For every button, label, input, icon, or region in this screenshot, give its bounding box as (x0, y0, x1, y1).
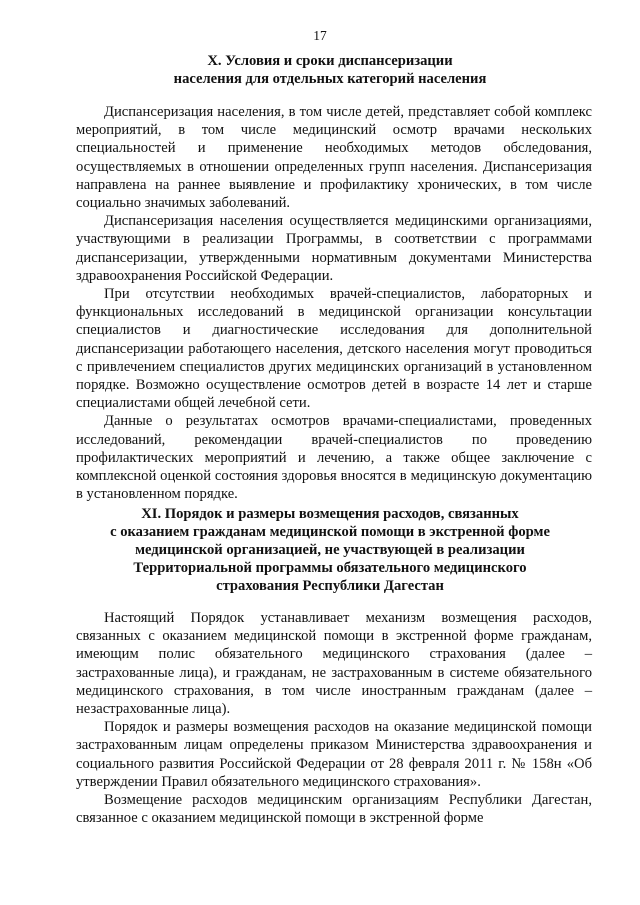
section-x-title-line: X. Условия и сроки диспансеризации (207, 53, 453, 69)
section-xi-body (76, 609, 592, 827)
section-xi-title-line: с оказанием гражданам медицинской помощи в экстренной форме (110, 524, 550, 540)
section-x-title-line: населения для отдельных категорий населения (173, 71, 487, 87)
section-xi-paragraph: Возмещение расходов медицинским организациям Республики Дагестан, связанное с оказанием медицинской помощи в экстренной форме (76, 792, 592, 827)
section-xi-title-line: страхования Республики Дагестан (216, 578, 444, 594)
section-x-paragraph: Данные о результатах осмотров врачами-специалистами, проведенных исследований, рекомендации врачей-специалистов по проведению профилактических мероприятий и лечению, а также общее заключение с комплексной оценкой состояния здоровья вносятся в медицинскую документацию в установленном порядке. (76, 413, 592, 503)
page-number: 17 (313, 28, 327, 43)
section-x-title (80, 52, 580, 88)
section-x-paragraph: Диспансеризация населения, в том числе детей, представляет собой комплекс мероприятий, в том числе медицинский осмотр врачами нескольких специальностей и применение необходимых методов обследования, осуществляемых в отношении определенных групп населения. Диспансеризация направлена на раннее выявление и профилактику хронических, в том числе социально значимых заболеваний. (76, 104, 592, 212)
section-x-body (76, 103, 592, 503)
section-x-paragraph: При отсутствии необходимых врачей-специалистов, лабораторных и функциональных исследований в медицинской организации консультации специалистов и диагностические исследования для дополнительной диспансеризации работающего населения, детского населения могут проводиться с привлечением специалистов других медицинских организаций в установленном порядке. Возможно осуществление осмотров детей в возрасте 14 лет и старше специалистами общей лечебной сети. (76, 286, 592, 412)
section-x-paragraph: Диспансеризация населения осуществляется медицинскими организациями, участвующими в реализации Программы, в соответствии с программами диспансеризации, утвержденными нормативным документами Министерства здравоохранения Российской Федерации. (76, 213, 592, 284)
section-xi-title-line: XI. Порядок и размеры возмещения расходов, связанных (141, 506, 519, 522)
section-xi-paragraph: Порядок и размеры возмещения расходов на оказание медицинской помощи застрахованным лицам определены приказом Министерства здравоохранения и социального развития Российской Федерации от 28 февраля 2011 г. № 158н «Об утверждении Правил обязательного медицинского страхования». (76, 719, 592, 790)
section-xi-title (80, 505, 580, 595)
section-xi-paragraph: Настоящий Порядок устанавливает механизм возмещения расходов, связанных с оказанием медицинской помощи в экстренной форме гражданам, имеющим полис обязательного медицинского страхования (далее – застрахованные лица), и гражданам, не застрахованным в системе обязательного медицинского страхования, в том числе иностранным гражданам (далее – незастрахованные лица). (76, 610, 592, 718)
section-xi-title-line: медицинской организацией, не участвующей в реализации (135, 542, 525, 558)
section-xi-title-line: Территориальной программы обязательного медицинского (133, 560, 527, 576)
